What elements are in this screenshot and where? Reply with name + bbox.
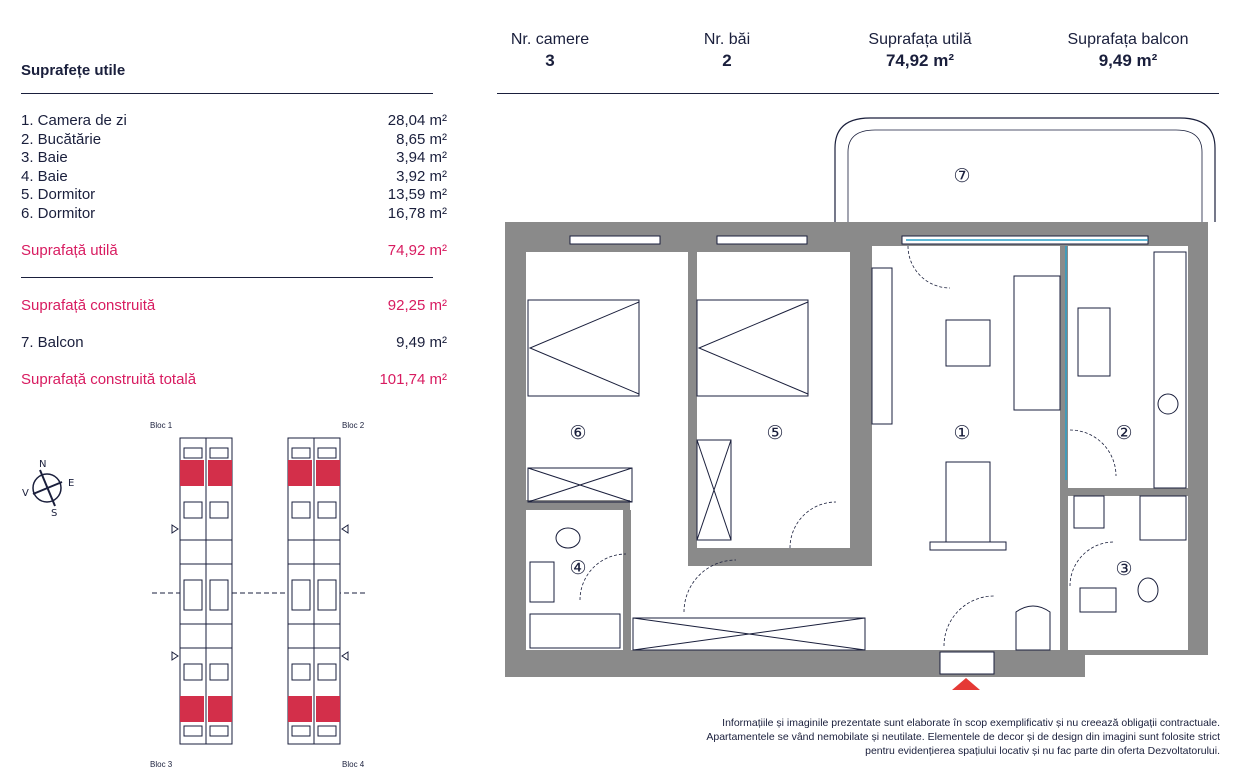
room-marker-6: ⑥ — [569, 422, 587, 444]
room-row: 3. Baie 3,94 m² — [21, 149, 447, 166]
stat-util: Suprafața utilă 74,92 m² — [868, 31, 972, 70]
disclaimer: Informațiile și imaginile prezentate sunt elaborate în scop exemplificativ și nu creează obligații contractuale. Apartamentele se vând nemobilate și neutilate. Elementele de decor și de design din imagini sunt folosite strict pentru evidențierea spațiului locativ și nu fac parte din oferta Dezvoltatorului. — [706, 717, 1220, 757]
room-row: 5. Dormitor 13,59 m² — [21, 186, 447, 203]
room-marker-2: ② — [1115, 422, 1133, 444]
bloc-label: Bloc 2 — [342, 421, 365, 430]
balcon-row: 7. Balcon 9,49 m² — [21, 334, 447, 351]
compass-s: S — [51, 508, 58, 519]
bloc-label: Bloc 4 — [342, 760, 365, 769]
balcony-outline — [835, 118, 1215, 222]
room-row: 1. Camera de zi 28,04 m² — [21, 112, 447, 129]
compass-n: N — [39, 459, 47, 470]
room-marker-3: ③ — [1115, 558, 1133, 580]
totala-row: Suprafață construită totală 101,74 m² — [21, 371, 447, 388]
room-row: 6. Dormitor 16,78 m² — [21, 205, 447, 222]
stat-balcon: Suprafața balcon 9,49 m² — [1067, 31, 1189, 70]
util-row: Suprafață utilă 74,92 m² — [21, 242, 447, 259]
room-marker-1: ① — [953, 422, 971, 444]
room-marker-4: ④ — [569, 557, 587, 579]
room-row: 4. Baie 3,92 m² — [21, 168, 447, 185]
stat-rooms: Nr. camere 3 — [510, 31, 590, 70]
stat-baths: Nr. băi 2 — [703, 31, 751, 70]
room-marker-5: ⑤ — [766, 422, 784, 444]
bloc-label: Bloc 1 — [150, 421, 173, 430]
entrance-arrow — [952, 678, 980, 690]
bloc-label: Bloc 3 — [150, 760, 173, 769]
areas-title: Suprafețe utile — [21, 62, 126, 79]
construita-row: Suprafață construită 92,25 m² — [21, 297, 447, 314]
compass-v: V — [22, 488, 29, 499]
room-marker-7: ⑦ — [953, 165, 971, 187]
room-row: 2. Bucătărie 8,65 m² — [21, 131, 447, 148]
compass-e: E — [68, 478, 75, 489]
